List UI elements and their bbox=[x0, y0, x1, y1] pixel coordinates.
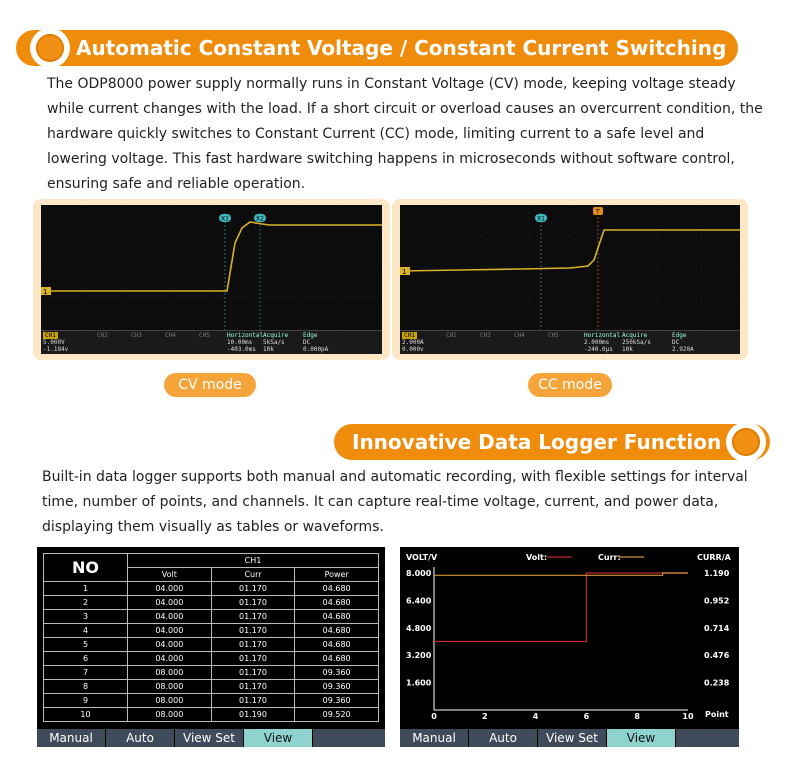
status-ch1-offset: 0.000v bbox=[402, 346, 424, 353]
y-tick-label: 6.400 bbox=[406, 596, 432, 606]
chart-xlabel: Point bbox=[705, 710, 729, 719]
status-edge-level: 2.920A bbox=[672, 346, 694, 353]
scope-grid bbox=[41, 205, 382, 330]
table-cell-no: 3 bbox=[44, 610, 128, 624]
y2-tick-label: 0.952 bbox=[704, 596, 730, 606]
softkey-manual[interactable]: Manual bbox=[37, 729, 105, 747]
table-row bbox=[44, 680, 379, 694]
table-cell: 01.170 bbox=[211, 694, 295, 708]
table-cell: 01.170 bbox=[211, 624, 295, 638]
table-cell-no: 2 bbox=[44, 596, 128, 610]
y2-tick-label: 0.476 bbox=[704, 651, 730, 661]
section-banner-cv-cc bbox=[16, 30, 738, 66]
table-cell: 01.170 bbox=[211, 596, 295, 610]
section-banner-data-logger bbox=[334, 424, 770, 460]
table-cell: 04.000 bbox=[128, 596, 212, 610]
cc-waveform bbox=[400, 205, 740, 330]
status-acquire-label: Acquire bbox=[622, 332, 648, 339]
status-acquire-points: 10k bbox=[622, 346, 633, 353]
bullet-circle-icon bbox=[30, 28, 70, 68]
series-line-volt bbox=[434, 573, 688, 642]
status-ch2: CH2 bbox=[446, 332, 457, 339]
channel-marker-label: 1 bbox=[402, 268, 407, 276]
table-row bbox=[44, 624, 379, 638]
status-ch2: CH2 bbox=[97, 332, 108, 339]
chart-ticks bbox=[406, 569, 730, 721]
status-ch5: CH5 bbox=[199, 332, 210, 339]
table-cell-no: 8 bbox=[44, 680, 128, 694]
table-column-curr: Curr bbox=[211, 568, 295, 582]
table-cell-no: 9 bbox=[44, 694, 128, 708]
table-row bbox=[44, 610, 379, 624]
table-cell: 08.000 bbox=[128, 680, 212, 694]
table-cell: 09.520 bbox=[295, 708, 379, 722]
y-tick-label: 4.800 bbox=[406, 623, 432, 633]
status-ch5: CH5 bbox=[548, 332, 559, 339]
status-horizontal-value: 10.00ms bbox=[227, 339, 253, 346]
table-cell: 01.170 bbox=[211, 680, 295, 694]
table-cell: 01.190 bbox=[211, 708, 295, 722]
table-cell: 01.170 bbox=[211, 666, 295, 680]
table-cell: 09.360 bbox=[295, 694, 379, 708]
oscilloscope-cv-screenshot bbox=[41, 205, 382, 354]
table-cell-no: 1 bbox=[44, 582, 128, 596]
table-cell: 04.680 bbox=[295, 624, 379, 638]
table-cell: 04.000 bbox=[128, 652, 212, 666]
table-cell: 04.680 bbox=[295, 610, 379, 624]
status-edge-value: DC bbox=[303, 339, 311, 346]
table-row bbox=[44, 666, 379, 680]
table-cell: 04.000 bbox=[128, 624, 212, 638]
table-no-header: NO bbox=[44, 554, 128, 582]
x-tick-label: 10 bbox=[682, 712, 694, 721]
softkey-view[interactable]: View bbox=[244, 729, 312, 747]
table-cell: 04.680 bbox=[295, 652, 379, 666]
oscilloscope-cc-screenshot bbox=[400, 205, 740, 354]
cv-waveform bbox=[41, 205, 382, 330]
status-acquire-points: 10k bbox=[263, 346, 274, 353]
scope-status-bar bbox=[400, 330, 740, 354]
table-channel-header: CH1 bbox=[128, 554, 379, 568]
chart-series bbox=[434, 573, 688, 642]
y2-tick-label: 1.190 bbox=[704, 569, 730, 578]
y2-tick-label: 0.714 bbox=[704, 623, 730, 633]
status-horizontal-label: Horizontal bbox=[227, 332, 264, 339]
softkey-bar bbox=[400, 729, 739, 747]
table-column-volt: Volt bbox=[128, 568, 212, 582]
status-edge-label: Edge bbox=[303, 332, 318, 339]
data-logger-table-screen bbox=[37, 547, 385, 747]
table-cell: 04.680 bbox=[295, 638, 379, 652]
status-acquire-value: 5kSa/s bbox=[263, 339, 285, 346]
table-row bbox=[44, 638, 379, 652]
scope-status-bar bbox=[41, 330, 382, 354]
table-cell-no: 4 bbox=[44, 624, 128, 638]
softkey-auto[interactable]: Auto bbox=[469, 729, 537, 747]
table-cell: 04.000 bbox=[128, 638, 212, 652]
section-description: Built-in data logger supports both manual and automatic recording, with flexible settings for interval time, number of points, and channels. It can capture real-time voltage, current, and power data, displaying them visually as tables or waveforms. bbox=[42, 469, 748, 535]
chart-ylabel: VOLT/V bbox=[406, 553, 438, 562]
status-horizontal-value: 2.000ms bbox=[584, 339, 610, 346]
status-edge-value: DC bbox=[672, 339, 680, 346]
table-cell: 01.170 bbox=[211, 582, 295, 596]
table-cell: 08.000 bbox=[128, 708, 212, 722]
y-tick-label: 1.600 bbox=[406, 678, 432, 688]
table-cell-no: 10 bbox=[44, 708, 128, 722]
table-row bbox=[44, 652, 379, 666]
status-ch1-scale: 5.000V bbox=[43, 339, 65, 346]
cv-trace bbox=[41, 222, 382, 291]
status-ch4: CH4 bbox=[165, 332, 176, 339]
y-tick-label: 3.200 bbox=[406, 651, 432, 661]
table-row bbox=[44, 694, 379, 708]
status-horizontal-label: Horizontal bbox=[584, 332, 621, 339]
status-ch1: CH1 bbox=[45, 332, 56, 339]
status-ch4: CH4 bbox=[514, 332, 525, 339]
status-horizontal-offset: -240.0μs bbox=[584, 346, 613, 353]
status-ch3: CH3 bbox=[480, 332, 491, 339]
status-ch3: CH3 bbox=[131, 332, 142, 339]
status-edge-level: 0.000pA bbox=[303, 346, 329, 353]
bullet-circle-icon bbox=[726, 422, 766, 462]
table-cell: 09.360 bbox=[295, 680, 379, 694]
softkey-view[interactable]: View bbox=[607, 729, 675, 747]
x-tick-label: 2 bbox=[482, 712, 488, 721]
cursor-a-label: X1 bbox=[537, 215, 545, 223]
table-cell: 08.000 bbox=[128, 666, 212, 680]
softkey-view-set[interactable]: View Set bbox=[538, 729, 606, 747]
status-ch1-offset: -1.184v bbox=[43, 346, 69, 353]
logger-chart bbox=[400, 547, 739, 729]
table-cell: 01.170 bbox=[211, 652, 295, 666]
x-tick-label: 4 bbox=[532, 712, 539, 721]
legend-volt-label: Volt: bbox=[526, 553, 548, 562]
softkey-auto[interactable]: Auto bbox=[106, 729, 174, 747]
section-title: Automatic Constant Voltage / Constant Current Switching bbox=[76, 36, 727, 60]
status-ch1-scale: 2.000A bbox=[402, 339, 424, 346]
chart-axes bbox=[434, 567, 688, 710]
table-cell: 04.680 bbox=[295, 582, 379, 596]
section-description: The ODP8000 power supply normally runs in Constant Voltage (CV) mode, keeping voltage steady while current changes with the load. If a short circuit or overload causes an overcurrent condition, the hardware quickly switches to Constant Current (CC) mode, limiting current to a safe level and lowering voltage. This fast hardware switching happens in microseconds without software control, ensuring safe and reliable operation. bbox=[47, 76, 763, 192]
table-row bbox=[44, 596, 379, 610]
x-tick-label: 8 bbox=[634, 712, 640, 721]
data-logger-chart-screen bbox=[400, 547, 739, 747]
logger-table bbox=[43, 553, 379, 722]
softkey-empty bbox=[313, 729, 385, 747]
x-tick-label: 0 bbox=[431, 712, 437, 721]
chart-y2label: CURR/A bbox=[697, 553, 731, 562]
cursor-a-label: X1 bbox=[221, 215, 229, 223]
table-cell: 04.000 bbox=[128, 610, 212, 624]
softkey-empty bbox=[676, 729, 739, 747]
softkey-bar bbox=[37, 729, 385, 747]
channel-marker-label: 1 bbox=[43, 288, 48, 296]
table-cell: 01.170 bbox=[211, 638, 295, 652]
softkey-manual[interactable]: Manual bbox=[400, 729, 468, 747]
cursor-b-label: X2 bbox=[256, 215, 264, 223]
table-column-power: Power bbox=[295, 568, 379, 582]
legend-curr-label: Curr: bbox=[598, 553, 621, 562]
cc-mode-label: CC mode bbox=[528, 373, 612, 397]
status-ch1: CH1 bbox=[404, 332, 415, 339]
status-horizontal-offset: -403.0ms bbox=[227, 346, 256, 353]
status-acquire-value: 250kSa/s bbox=[622, 339, 651, 346]
status-acquire-label: Acquire bbox=[263, 332, 289, 339]
x-tick-label: 6 bbox=[583, 712, 590, 721]
table-cell: 04.680 bbox=[295, 596, 379, 610]
table-cell-no: 5 bbox=[44, 638, 128, 652]
table-row bbox=[44, 708, 379, 722]
trigger-label: T bbox=[596, 208, 600, 216]
status-edge-label: Edge bbox=[672, 332, 687, 339]
table-cell: 04.000 bbox=[128, 582, 212, 596]
table-cell: 01.170 bbox=[211, 610, 295, 624]
table-cell-no: 6 bbox=[44, 652, 128, 666]
table-row bbox=[44, 582, 379, 596]
section-title: Innovative Data Logger Function bbox=[352, 430, 722, 454]
table-cell-no: 7 bbox=[44, 666, 128, 680]
table-cell: 09.360 bbox=[295, 666, 379, 680]
cv-mode-label: CV mode bbox=[164, 373, 256, 397]
y-tick-label: 8.000 bbox=[406, 569, 432, 578]
y2-tick-label: 0.238 bbox=[704, 678, 730, 688]
table-cell: 08.000 bbox=[128, 694, 212, 708]
softkey-view-set[interactable]: View Set bbox=[175, 729, 243, 747]
